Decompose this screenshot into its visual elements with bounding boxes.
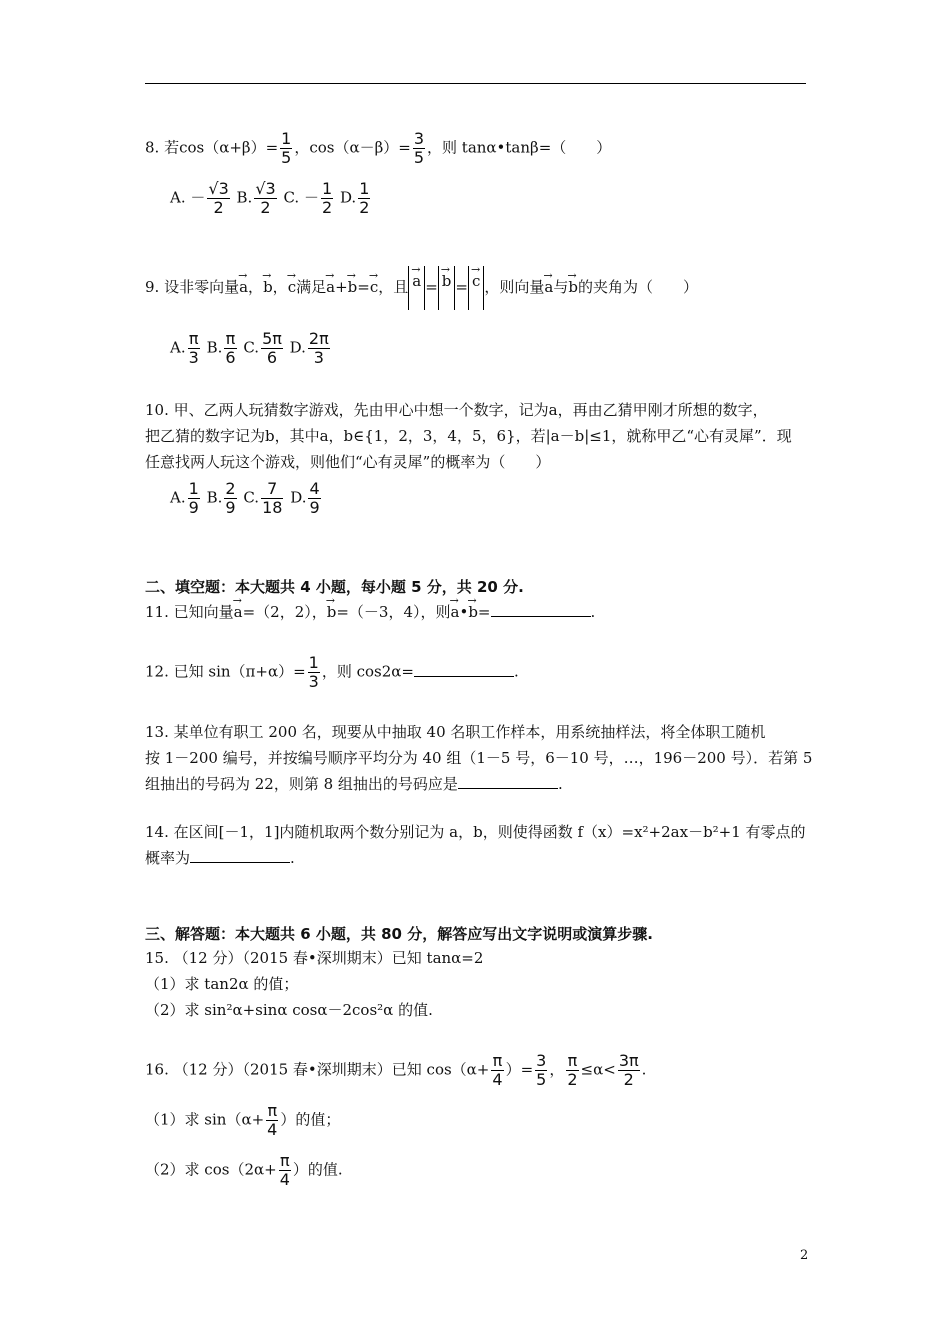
question-14-line-2: 概率为 . — [145, 849, 295, 867]
question-8: 8. 若cos（α+β）= $\frac{1}{5}$ ，cos（α－β）= $\frac{3}{5}$ ，则 tanα•tanβ=（ ） — [145, 129, 612, 167]
question-13-line-2: 按 1－200 编号，并按编号顺序平均分为 40 组（1－5 号，6－10 号，…，196－200 号）．若第 5 — [145, 749, 813, 767]
answer-blank — [491, 602, 591, 617]
question-10-line-1: 10. 甲、乙两人玩猜数字游戏，先由甲心中想一个数字，记为a，再由乙猜甲刚才所想的数字， — [145, 401, 768, 419]
answer-blank — [190, 848, 290, 863]
question-8-options: A. － $\frac{√3}{2}$ B. $\frac{√3}{2}$ C. － $\frac{1}{2}$ D. $\frac{1}{2}$ — [170, 179, 370, 217]
section-2-heading: 二、填空题：本大题共 4 小题，每小题 5 分，共 20 分. — [145, 578, 524, 596]
question-10-line-2: 把乙猜的数字记为b，其中a，b∈{1，2，3，4，5，6}，若|a－b|≤1，就称甲乙“心有灵犀”．现 — [145, 427, 792, 445]
question-12: 12. 已知 sin（π+α）= $\frac{1}{3}$ ，则 cos2α= . — [145, 653, 519, 691]
question-16: 16. （12 分）（2015 春•深圳期末）已知 cos（α+ $\frac{\pi}{4}$ ）= $\frac{3}{5}$ ， $\frac{\pi}{2}$ ≤α< $\frac{3\pi}{2}$ . — [145, 1051, 647, 1089]
question-9-options: A. $\frac{\pi}{3}$ B. $\frac{\pi}{6}$ C. $\frac{5\pi}{6}$ D. $\frac{2\pi}{3}$ — [170, 329, 329, 367]
question-14-line-1: 14. 在区间[－1，1]内随机取两个数分别记为 a，b，则使得函数 f（x）=x²+2ax－b²+1 有零点的 — [145, 823, 806, 841]
section-3-heading: 三、解答题：本大题共 6 小题，共 80 分，解答应写出文字说明或演算步骤. — [145, 925, 653, 943]
question-13-line-1: 13. 某单位有职工 200 名，现要从中抽取 40 名职工作样本，用系统抽样法，将全体职工随机 — [145, 723, 766, 741]
answer-blank — [458, 774, 558, 789]
header-rule — [145, 83, 806, 84]
question-13-line-3: 组抽出的号码为 22，则第 8 组抽出的号码应是 . — [145, 775, 563, 793]
fraction: $\frac{3}{5}$ — [413, 129, 425, 167]
question-15-line-1: 15. （12 分）（2015 春•深圳期末）已知 tanα=2 — [145, 949, 484, 967]
question-11: 11. 已知向量→ a=（2，2），→ b=（－3，4），则→ a•→ b= . — [145, 602, 595, 622]
question-16-part-2: （2）求 cos（2α+ $\frac{\pi}{4}$ ）的值. — [145, 1151, 343, 1189]
question-9: 9. 设非零向量→ a，→ b，→ c满足→ a+→ b=→ c，且→ a =→ b =→ c ，则向量→ a与→ b的夹角为（ ） — [145, 266, 698, 310]
question-10-options: A. $\frac{1}{9}$ B. $\frac{2}{9}$ C. $\frac{7}{18}$ D. $\frac{4}{9}$ — [170, 479, 320, 517]
q8-text: 8. 若cos（α+β）= — [145, 138, 279, 157]
page-number: 2 — [800, 1248, 809, 1263]
question-15-line-3: （2）求 sin²α+sinα cosα－2cos²α 的值. — [145, 1001, 433, 1019]
fraction: $\frac{1}{5}$ — [281, 129, 292, 167]
question-15-line-2: （1）求 tan2α 的值； — [145, 975, 299, 993]
question-16-part-1: （1）求 sin（α+ $\frac{\pi}{4}$ ）的值； — [145, 1101, 341, 1139]
answer-blank — [414, 662, 514, 677]
question-10-line-3: 任意找两人玩这个游戏，则他们“心有灵犀”的概率为（ ） — [145, 453, 551, 471]
